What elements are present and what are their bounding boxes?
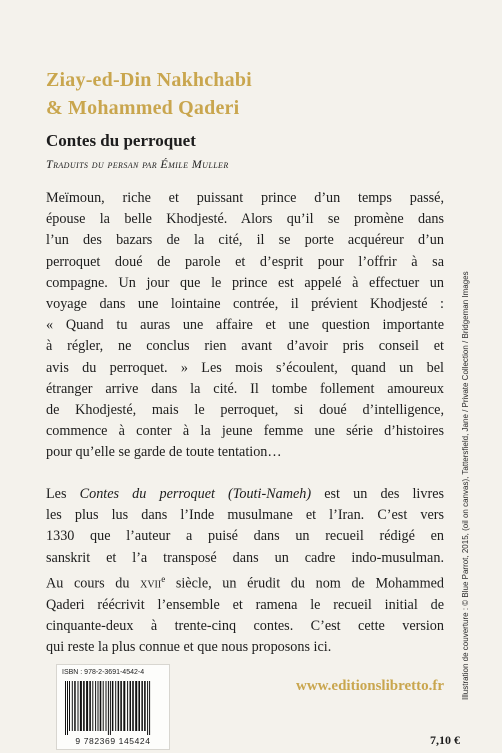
barcode-stripe [106, 681, 107, 731]
barcode-stripe [144, 681, 146, 731]
synopsis-line: étranger arrive dans la cité. Il tombe follement amoureux [46, 380, 444, 397]
barcode-stripe [132, 681, 134, 731]
barcode-stripe [130, 681, 132, 731]
barcode-icon [63, 681, 163, 735]
synopsis-line: l’un des bazars de la cité, il se porte acquéreur d’un [46, 232, 444, 249]
text-fragment: Au cours du [46, 575, 130, 592]
barcode-stripe [78, 681, 79, 731]
background-line: Qaderi réécrivit l’ensemble et ramena le recueil initial de [46, 596, 444, 613]
barcode-stripe [95, 681, 96, 731]
background-line: qui reste la plus connue et que nous proposons ici. [46, 639, 332, 656]
barcode-stripe [100, 681, 102, 731]
synopsis-line: avis du perroquet. » Les mois s’écoulent, quand un bel [46, 359, 444, 376]
author-line-1: Ziay-ed-Din Nakhchabi [46, 69, 252, 91]
barcode-stripe [80, 681, 82, 731]
background-line: sanskrit et l’a transposé dans un cadre indo-musulman. [46, 549, 444, 566]
barcode-stripe [147, 681, 148, 735]
synopsis-line: « Quand tu auras une affaire et une question importante [46, 317, 444, 334]
barcode-stripe [120, 681, 122, 731]
publisher-website: www.editionslibretto.fr [296, 678, 445, 694]
barcode-stripe [112, 681, 114, 731]
barcode-stripe [103, 681, 104, 731]
barcode-stripe [149, 681, 150, 735]
synopsis-line: pour qu’elle se garde de toute tentation… [46, 444, 282, 461]
synopsis-line: perroquet doué de parole et d’esprit pour l’offrir à sa [46, 253, 444, 270]
background-paragraph [46, 484, 444, 658]
barcode-stripe [92, 681, 93, 731]
barcode-stripe [138, 681, 140, 731]
barcode-stripe [65, 681, 66, 735]
barcode-stripe [98, 681, 99, 731]
text-fragment: Les [46, 486, 67, 502]
background-line: les plus lus dans l’Inde musulmane et l’Iran. C’est vers [46, 507, 444, 524]
barcode-stripe [110, 681, 111, 735]
synopsis-paragraph [46, 188, 444, 464]
synopsis-line: compagne. Un jour que le prince est appelé à effectuer un [46, 274, 444, 291]
text-fragment: est un des livres [324, 486, 445, 502]
book-title: Contes du perroquet [46, 131, 196, 150]
author-names [46, 66, 252, 122]
barcode-stripe [69, 681, 70, 731]
barcode-stripe [83, 681, 85, 731]
barcode-stripe [74, 681, 76, 731]
barcode-stripe [108, 681, 109, 735]
synopsis-line: Meïmoun, riche et puissant prince d’un temps passé, [46, 190, 444, 206]
synopsis-line: commence à conter à la jeune femme une série d’histoires [46, 423, 444, 440]
background-line [46, 569, 444, 595]
price-label: 7,10 € [430, 733, 460, 747]
translator-credit: Traduits du persan par Émile Muller [46, 157, 229, 171]
text-fragment: siècle, un érudit du nom de Mohammed [175, 575, 445, 592]
barcode-stripe [72, 681, 73, 731]
ean-digits: 9 782369 145424 [75, 736, 151, 746]
barcode-stripe [135, 681, 137, 731]
barcode-stripe [141, 681, 143, 731]
century-numeral: xvii [140, 575, 162, 592]
synopsis-line: voyage dans une lointaine contrée, il prévient Khodjesté : [46, 296, 444, 313]
barcode-stripe [127, 681, 128, 731]
book-title-italic: Contes du perroquet (Touti-Nameh) [79, 486, 312, 502]
barcode-stripe [89, 681, 91, 731]
isbn-label: ISBN : 978-2-3691-4542-4 [62, 669, 145, 676]
background-line [46, 484, 444, 505]
barcode-stripe [123, 681, 125, 731]
background-line: cinquante-deux à trente-cinq contes. C’est cette version [46, 617, 444, 634]
synopsis-line: épouse la belle Khodjesté. Alors qu’il se promène dans [46, 211, 444, 228]
barcode-stripe [118, 681, 120, 731]
century-superscript: e [161, 573, 166, 584]
barcode-stripe [86, 681, 88, 731]
barcode-panel [56, 664, 170, 750]
barcode-stripe [115, 681, 116, 731]
cover-illustration-credit: Illustration de couverture : © Blue Parrot, 2015, (oil on canvas), Tattersfield, Jane / Private Collection / Bridgeman Images [461, 271, 470, 700]
background-line: 1330 que l’auteur a puisé dans un recueil rédigé en [46, 528, 444, 545]
barcode-stripe [67, 681, 68, 735]
synopsis-line: de Khodjesté, mais le perroquet, si doué d’intelligence, [46, 402, 444, 419]
author-line-2: & Mohammed Qaderi [46, 97, 240, 119]
synopsis-line: à régler, ne conclus rien avant d’avoir pris conseil et [46, 338, 444, 355]
